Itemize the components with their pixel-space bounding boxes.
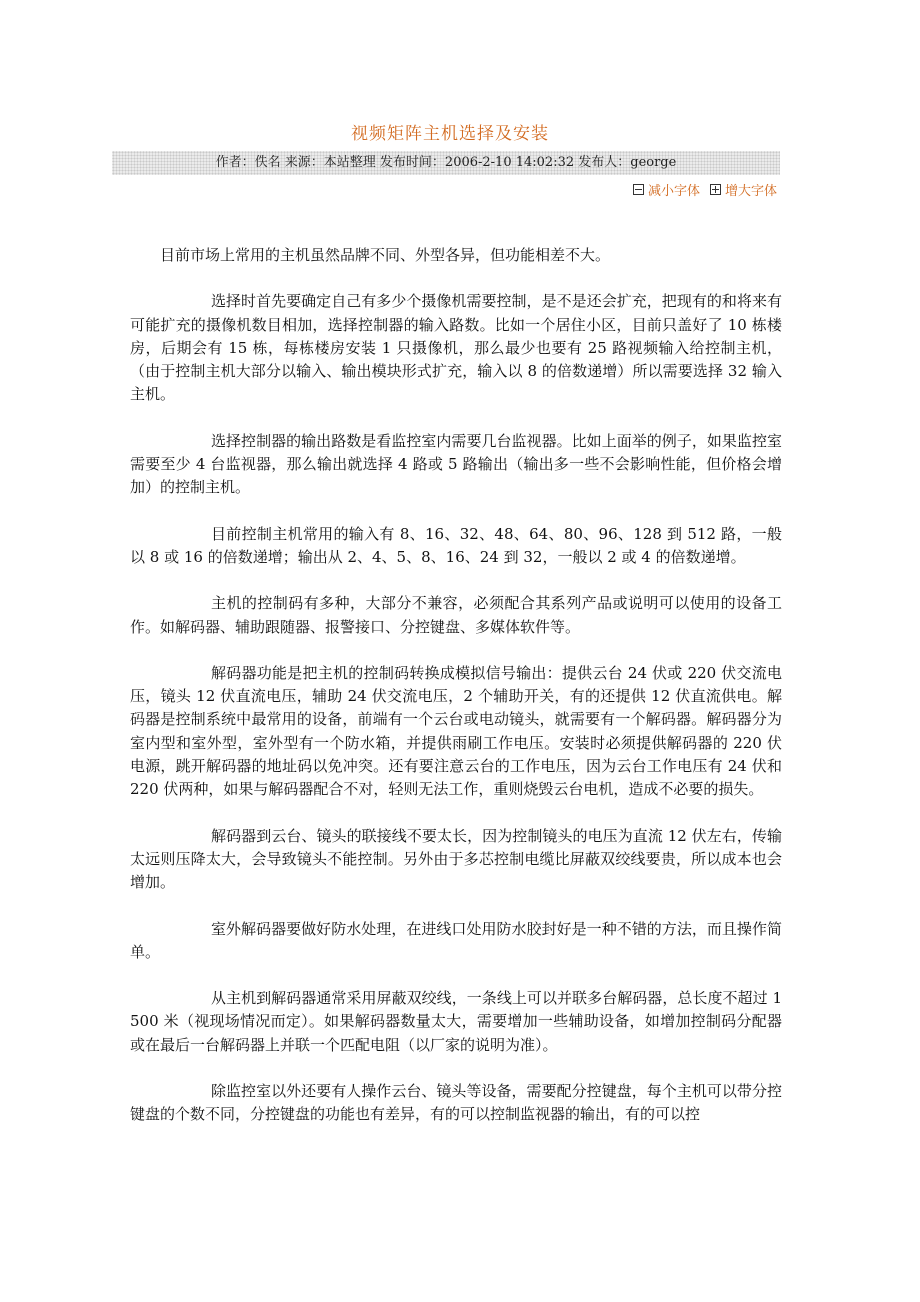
article-meta: 作者：佚名 来源：本站整理 发布时间：2006-2-10 14:02:32 发布人：george	[112, 151, 780, 175]
increase-font-label: 增大字体	[724, 184, 777, 199]
article-body	[130, 244, 782, 1150]
decrease-font-label: 减小字体	[647, 184, 700, 199]
minus-box-icon	[633, 184, 644, 195]
paragraph: 解码器功能是把主机的控制码转换成模拟信号输出：提供云台 24 伏或 220 伏交流电压，镜头 12 伏直流电压，辅助 24 伏交流电压，2 个辅助开关，有的还提供 12 伏直流供电。解码器是控制系统中最常用的设备，前端有一个云台或电动镜头，就需要有一个解码器。解码器分为室内型和室外型，室外型有一个防水箱，并提供雨刷工作电压。安装时必须提供解码器的 220 伏电源，跳开解码器的地址码以免冲突。还有要注意云台的工作电压，因为云台工作电压有 24 伏和 220 伏两种，如果与解码器配合不对，轻则无法工作，重则烧毁云台电机，造成不必要的损失。	[130, 663, 782, 799]
increase-font-button[interactable]	[710, 180, 777, 199]
paragraph: 室外解码器要做好防水处理，在进线口处用防水胶封好是一种不错的方法，而且操作简单。	[130, 919, 782, 961]
plus-box-icon	[710, 184, 721, 195]
paragraph: 目前控制主机常用的输入有 8、16、32、48、64、80、96、128 到 512 路，一般以 8 或 16 的倍数递增；输出从 2、4、5、8、16、24 到 32，一般以 2 或 4 的倍数递增。	[130, 524, 782, 566]
paragraph: 选择时首先要确定自己有多少个摄像机需要控制，是不是还会扩充，把现有的和将来有可能扩充的摄像机数目相加，选择控制器的输入路数。比如一个居住小区，目前只盖好了 10 栋楼房，后期会有 15 栋，每栋楼房安装 1 只摄像机，那么最少也要有 25 路视频输入给控制主机，（由于控制主机大部分以输入、输出模块形式扩充，输入以 8 的倍数递增）所以需要选择 32 输入主机。	[130, 292, 782, 404]
article-title: 视频矩阵主机选择及安装	[351, 124, 549, 144]
decrease-font-button[interactable]	[633, 180, 700, 199]
font-size-controls	[633, 180, 777, 199]
paragraph: 目前市场上常用的主机虽然品牌不同、外型各异，但功能相差不大。	[160, 246, 611, 264]
paragraph: 除监控室以外还要有人操作云台、镜头等设备，需要配分控键盘，每个主机可以带分控键盘的个数不同，分控键盘的功能也有差异，有的可以控制监视器的输出，有的可以控	[130, 1082, 782, 1124]
paragraph: 主机的控制码有多种，大部分不兼容，必须配合其系列产品或说明可以使用的设备工作。如解码器、辅助跟随器、报警接口、分控键盘、多媒体软件等。	[130, 594, 782, 636]
paragraph: 从主机到解码器通常采用屏蔽双绞线，一条线上可以并联多台解码器，总长度不超过 1500 米（视现场情况而定）。如果解码器数量太大，需要增加一些辅助设备，如增加控制码分配器或在最后一台解码器上并联一个匹配电阻（以厂家的说明为准）。	[130, 989, 782, 1054]
paragraph: 解码器到云台、镜头的联接线不要太长，因为控制镜头的电压为直流 12 伏左右，传输太远则压降太大，会导致镜头不能控制。另外由于多芯控制电缆比屏蔽双绞线要贵，所以成本也会增加。	[130, 826, 782, 892]
paragraph: 选择控制器的输出路数是看监控室内需要几台监视器。比如上面举的例子，如果监控室需要至少 4 台监视器，那么输出就选择 4 路或 5 路输出（输出多一些不会影响性能，但价格会增加）的控制主机。	[130, 431, 782, 497]
